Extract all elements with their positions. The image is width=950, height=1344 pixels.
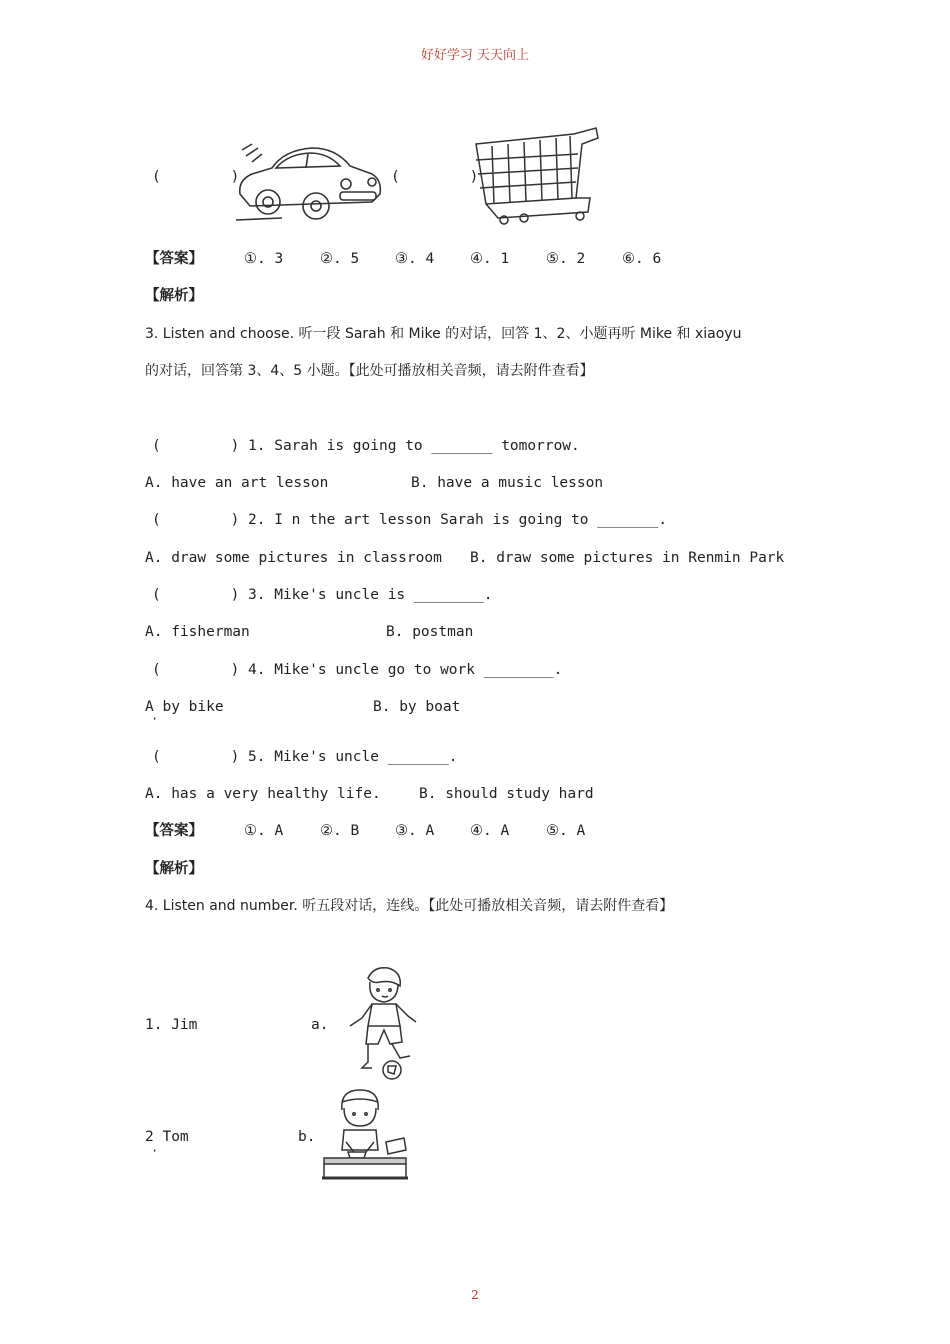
question-3-item-1-stem: ( ) 1. Sarah is going to _______ tomorrow. [152, 438, 580, 454]
match-name-2: 2 Tom [145, 1129, 189, 1145]
match-name-1: 1. Jim [145, 1017, 198, 1033]
analysis-label: 【解析】 [145, 288, 203, 304]
question-3-item-1-option-a: A. have an art lesson [145, 475, 329, 491]
question-3-item-5-option-a: A. has a very healthy life. [145, 786, 381, 802]
question-3-item-1-option-b: B. have a music lesson [411, 475, 604, 491]
match-letter-b: b. [298, 1129, 316, 1145]
question-3-intro-continued: 的对话，回答第 3、4、5 小题。【此处可播放相关音频，请去附件查看】 [145, 363, 594, 379]
question-3-item-2-option-b: B. draw some pictures in Renmin Park [470, 550, 785, 566]
answer-item: ④. A [470, 823, 510, 839]
page-header: 好好学习 天天向上 [420, 48, 530, 63]
question-3-item-4-option-b: B. by boat [373, 699, 461, 715]
question-3-item-2-option-a: A. draw some pictures in classroom [145, 550, 442, 566]
answer-blank-car: ( ) [152, 169, 240, 185]
answer-item: ③. A [395, 823, 435, 839]
answer-item: ①. 3 [244, 251, 284, 267]
car-picture-icon [232, 136, 384, 224]
page-number: 2 [471, 1288, 479, 1302]
question-3-intro: 3. Listen and choose. 听一段 Sarah 和 Mike 的对话，回答 1、2、小题再听 Mike 和 xiaoyu [145, 326, 742, 342]
shopping-cart-picture-icon [472, 124, 602, 228]
question-3-item-4-option-a: A by bike [145, 699, 224, 715]
match-letter-a: a. [311, 1017, 329, 1033]
answer-item: ③. 4 [395, 251, 435, 267]
answer-item: ②. 5 [320, 251, 360, 267]
analysis-label: 【解析】 [145, 861, 203, 877]
answer-item: ⑤. A [546, 823, 586, 839]
answer-label: 【答案】 [145, 823, 203, 839]
answer-item: ⑤. 2 [546, 251, 586, 267]
question-3-item-3-option-b: B. postman [386, 624, 474, 640]
answer-item: ②. B [320, 823, 360, 839]
question-3-item-5-stem: ( ) 5. Mike's uncle _______. [152, 749, 458, 765]
stray-dot: · [151, 1144, 159, 1158]
answer-item: ①. A [244, 823, 284, 839]
question-3-item-3-stem: ( ) 3. Mike's uncle is ________. [152, 587, 493, 603]
question-3-item-4-stem: ( ) 4. Mike's uncle go to work ________. [152, 662, 563, 678]
question-3-item-2-stem: ( ) 2. I n the art lesson Sarah is going to _______. [152, 512, 668, 528]
answer-item: ⑥. 6 [622, 251, 662, 267]
girl-reading-at-desk-picture-icon [320, 1086, 412, 1182]
answer-label: 【答案】 [145, 251, 203, 267]
answer-blank-cart: ( ) [391, 169, 479, 185]
question-3-item-3-option-a: A. fisherman [145, 624, 250, 640]
question-4-intro: 4. Listen and number. 听五段对话，连线。【此处可播放相关音频，请去附件查看】 [145, 898, 674, 914]
answer-item: ④. 1 [470, 251, 510, 267]
boy-playing-football-picture-icon [344, 964, 424, 1084]
stray-dot: · [151, 712, 159, 726]
question-3-item-5-option-b: B. should study hard [419, 786, 594, 802]
